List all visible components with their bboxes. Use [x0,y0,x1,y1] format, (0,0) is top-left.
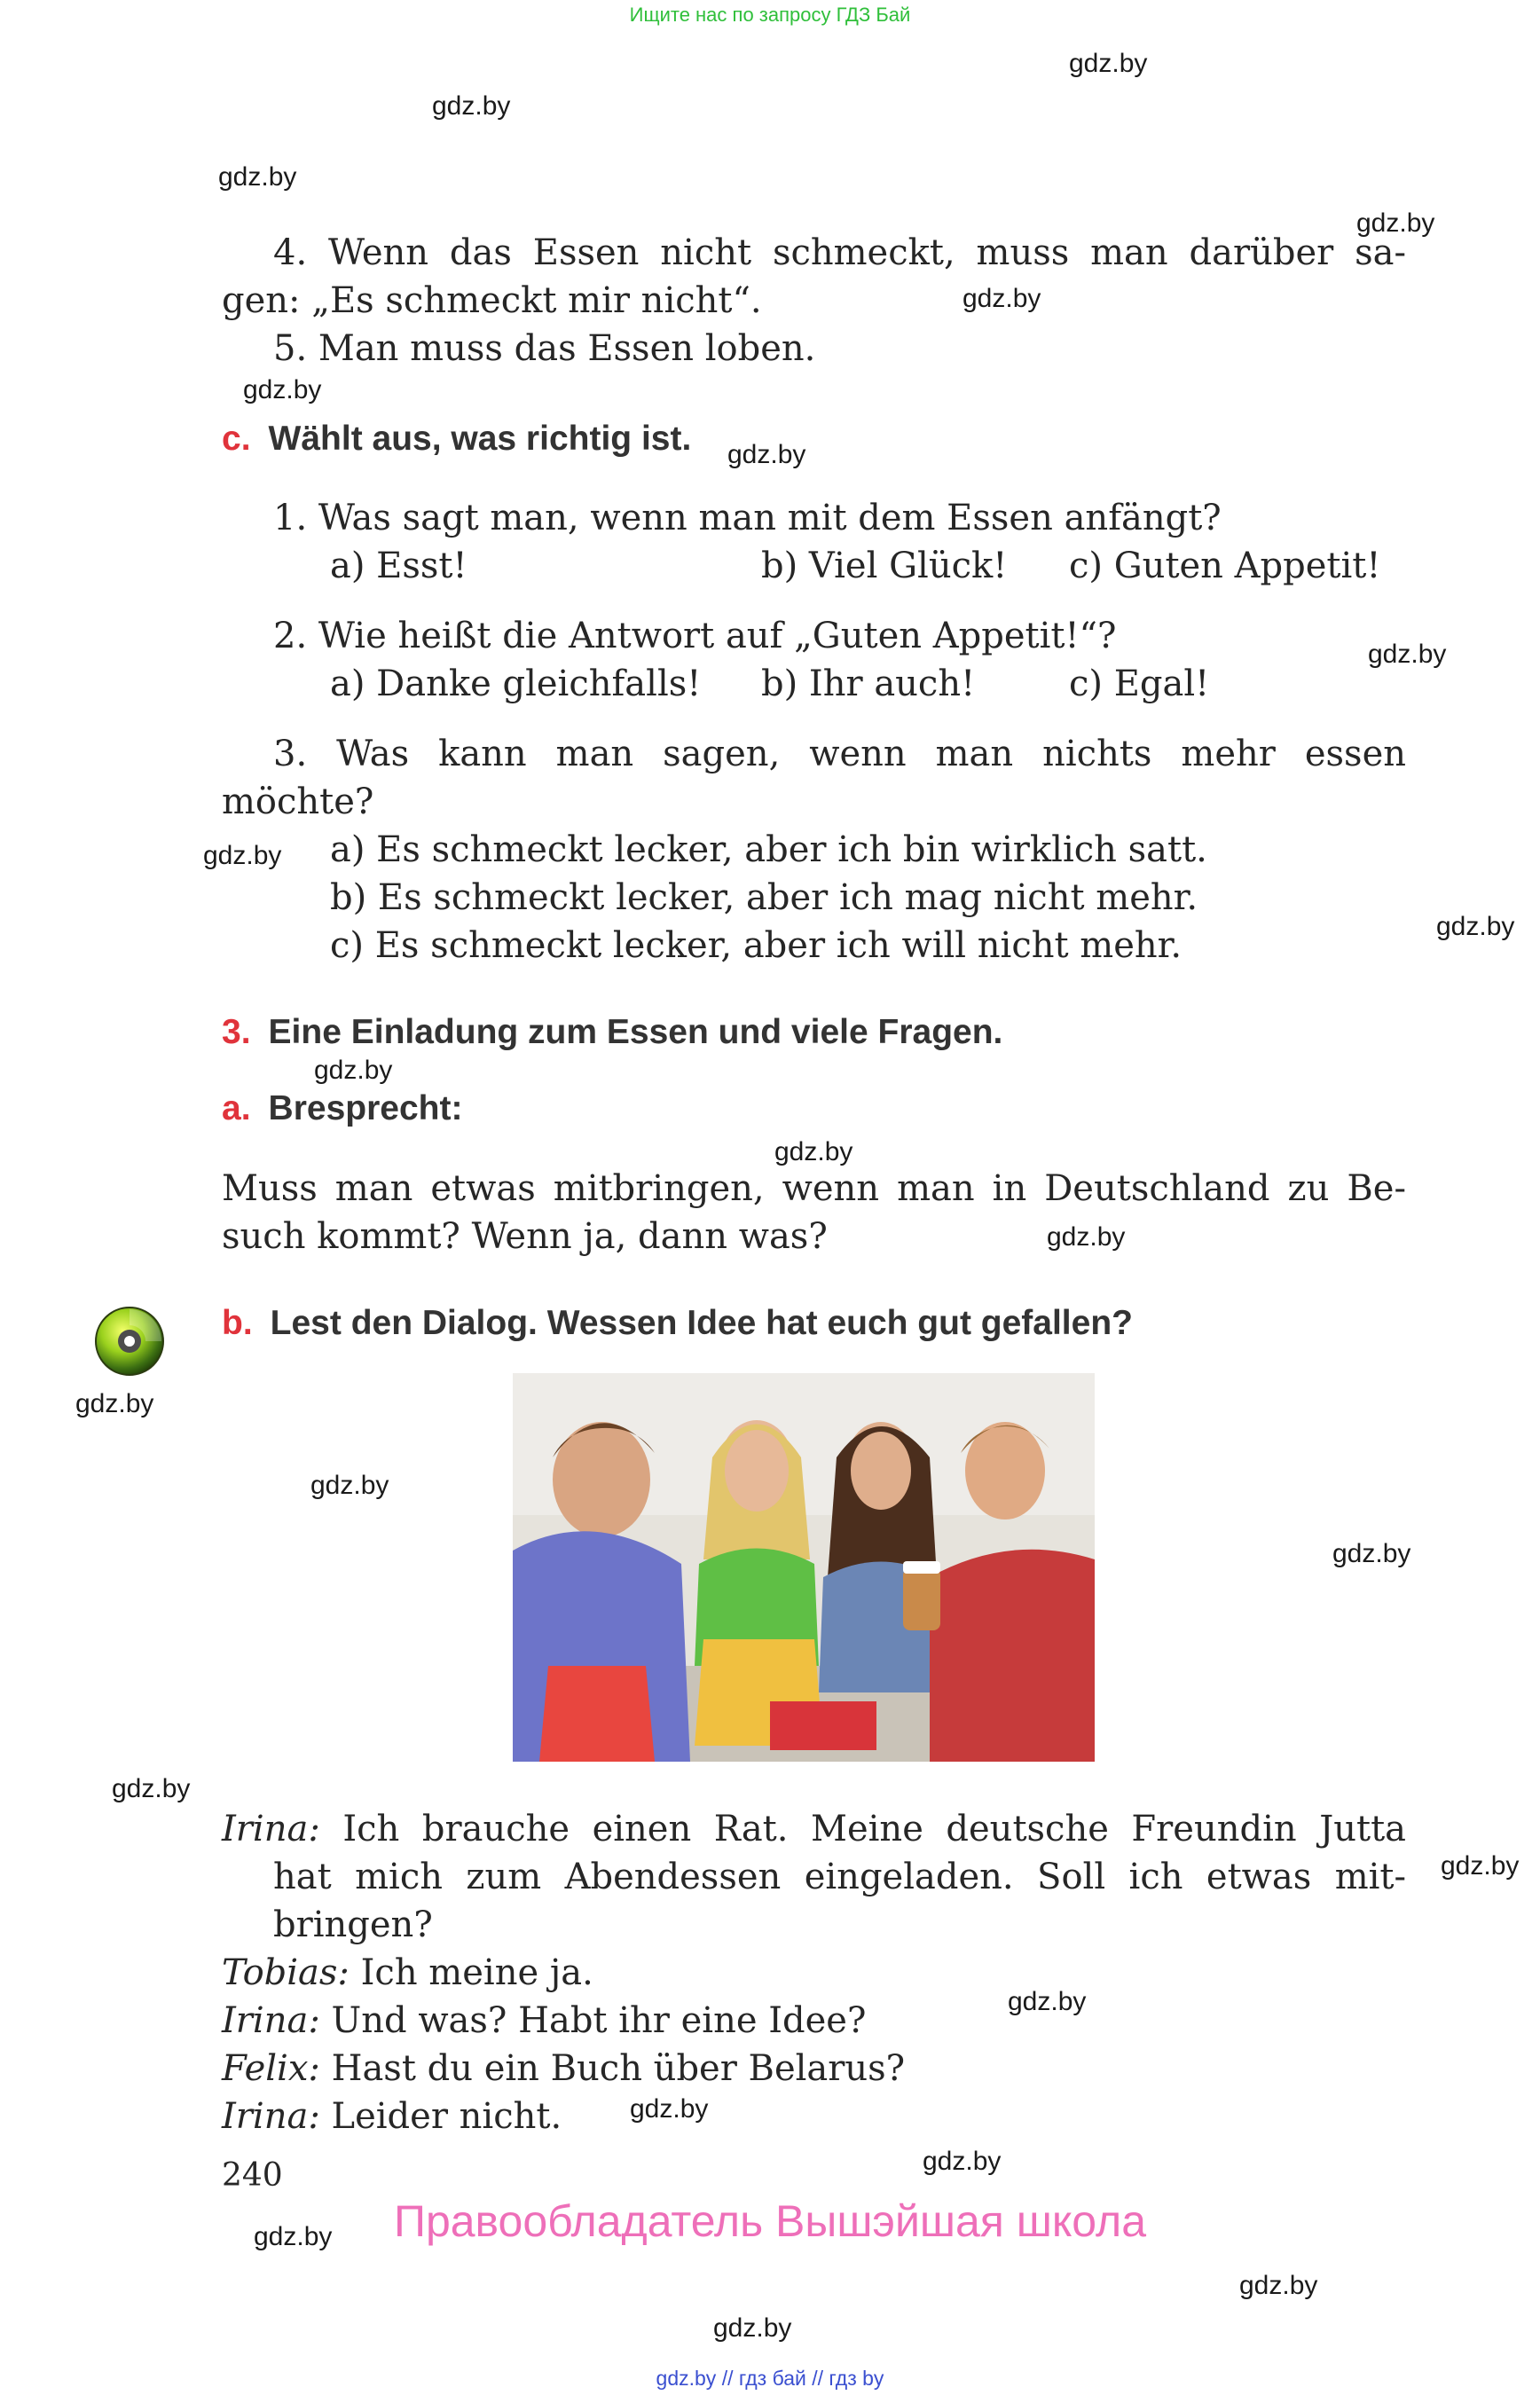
watermark: gdz.by [75,1389,154,1418]
option-b[interactable]: b) Es schmeckt lecker, aber ich mag nicht mehr. [330,877,1198,918]
footer-links[interactable]: gdz.by // гдз бай // гдз by [656,2367,884,2390]
task-title: Lest den Dialog. Wessen Idee hat euch gut gefallen? [270,1304,1133,1342]
task-title: Bresprecht: [268,1089,463,1127]
option-c[interactable]: c) Egal! [1069,664,1210,704]
speaker-name: Irina: [222,1809,320,1849]
task-letter: c. [222,420,251,458]
dialog-line-1-end: bringen? [273,1904,433,1945]
watermark: gdz.by [203,841,282,870]
speaker-name: Tobias: [222,1952,350,1993]
option-c[interactable]: c) Es schmeckt lecker, aber ich will nicht mehr. [330,925,1182,966]
task-3a-text-line2: such kommt? Wenn ja, dann was? [222,1216,828,1257]
watermark: gdz.by [254,2222,333,2251]
dialog-line-3 [222,1997,866,2045]
watermark: gdz.by [727,440,806,469]
watermark: gdz.by [1047,1222,1126,1252]
watermark: gdz.by [713,2313,792,2343]
question-2-options [330,660,1412,708]
item-5: 5. Man muss das Essen loben. [273,328,816,369]
watermark: gdz.by [1239,2271,1318,2300]
dialog-text: Und was? Habt ihr eine Idee? [319,2000,867,2041]
watermark: gdz.by [1441,1851,1520,1881]
search-banner[interactable]: Ищите нас по запросу ГДЗ Бай [629,4,911,26]
watermark: gdz.by [314,1056,393,1085]
option-a[interactable]: a) Danke gleichfalls! [330,664,702,704]
question-2: 2. Wie heißt die Antwort auf „Guten Appetit!“? [273,616,1117,656]
dialog-line-5 [222,2093,562,2140]
option-a[interactable]: a) Esst! [330,546,468,586]
dialog-text: Ich brauche einen Rat. Meine deutsche Freundin Jutta [319,1809,1406,1849]
watermark: gdz.by [310,1471,389,1500]
watermark: gdz.by [218,162,297,192]
watermark: gdz.by [774,1137,853,1166]
dialog-text: Leider nicht. [319,2096,562,2137]
task-3a-heading [222,1087,462,1131]
question-3-line2: möchte? [222,781,374,822]
task-3b-heading [222,1301,1133,1346]
task-2c-heading [222,417,691,461]
dialog-line-1-cont: hat mich zum Abendessen eingeladen. Soll ich etwas mit- [273,1857,1406,1897]
audio-cd-icon-graphic [94,1306,165,1377]
watermark: gdz.by [1368,640,1447,669]
option-c[interactable]: c) Guten Appetit! [1069,546,1381,586]
question-1: 1. Was sagt man, wenn man mit dem Essen anfängt? [273,498,1222,538]
watermark: gdz.by [243,375,322,404]
task-title: Eine Einladung zum Essen und viele Fragen. [268,1013,1003,1051]
watermark: gdz.by [1436,912,1515,941]
watermark: gdz.by [432,91,511,121]
page-number: 240 [222,2157,283,2194]
dialog-line-2 [222,1949,593,1997]
option-a[interactable]: a) Es schmeckt lecker, aber ich bin wirklich satt. [330,829,1207,870]
watermark: gdz.by [1008,1987,1087,2016]
speaker-name: Irina: [222,2000,320,2041]
copyright-notice: Правообладатель Вышэйшая школа [394,2196,1146,2246]
students-photo-graphic [513,1373,1095,1762]
students-photo [513,1373,1095,1762]
task-title: Wählt aus, was richtig ist. [268,420,692,458]
item-4-line2: gen: „Es schmeckt mir nicht“. [222,280,762,321]
option-b[interactable]: b) Ihr auch! [761,664,976,704]
task-3-heading [222,1010,1002,1055]
watermark: gdz.by [112,1774,191,1803]
watermark: gdz.by [962,284,1041,313]
option-b[interactable]: b) Viel Glück! [761,546,1008,586]
watermark: gdz.by [1069,49,1148,78]
watermark: gdz.by [923,2147,1002,2176]
speaker-name: Felix: [222,2048,320,2089]
watermark: gdz.by [1356,208,1435,238]
dialog-text: Ich meine ja. [349,1952,593,1993]
speaker-name: Irina: [222,2096,320,2137]
dialog-line-4 [222,2045,905,2093]
dialog-line-1 [222,1805,1406,1853]
watermark: gdz.by [630,2094,709,2124]
watermark: gdz.by [1332,1539,1411,1568]
task-letter: b. [222,1304,253,1342]
task-letter: a. [222,1089,251,1127]
item-4-line1: 4. Wenn das Essen nicht schmeckt, muss man darüber sa- [273,232,1406,273]
task-number: 3. [222,1013,251,1051]
question-1-options [330,542,1412,590]
dialog-text: Hast du ein Buch über Belarus? [319,2048,906,2089]
task-3a-text-line1: Muss man etwas mitbringen, wenn man in Deutschland zu Be- [222,1168,1406,1209]
question-3-line1: 3. Was kann man sagen, wenn man nichts mehr essen [273,734,1406,774]
audio-cd-icon[interactable] [94,1306,165,1377]
